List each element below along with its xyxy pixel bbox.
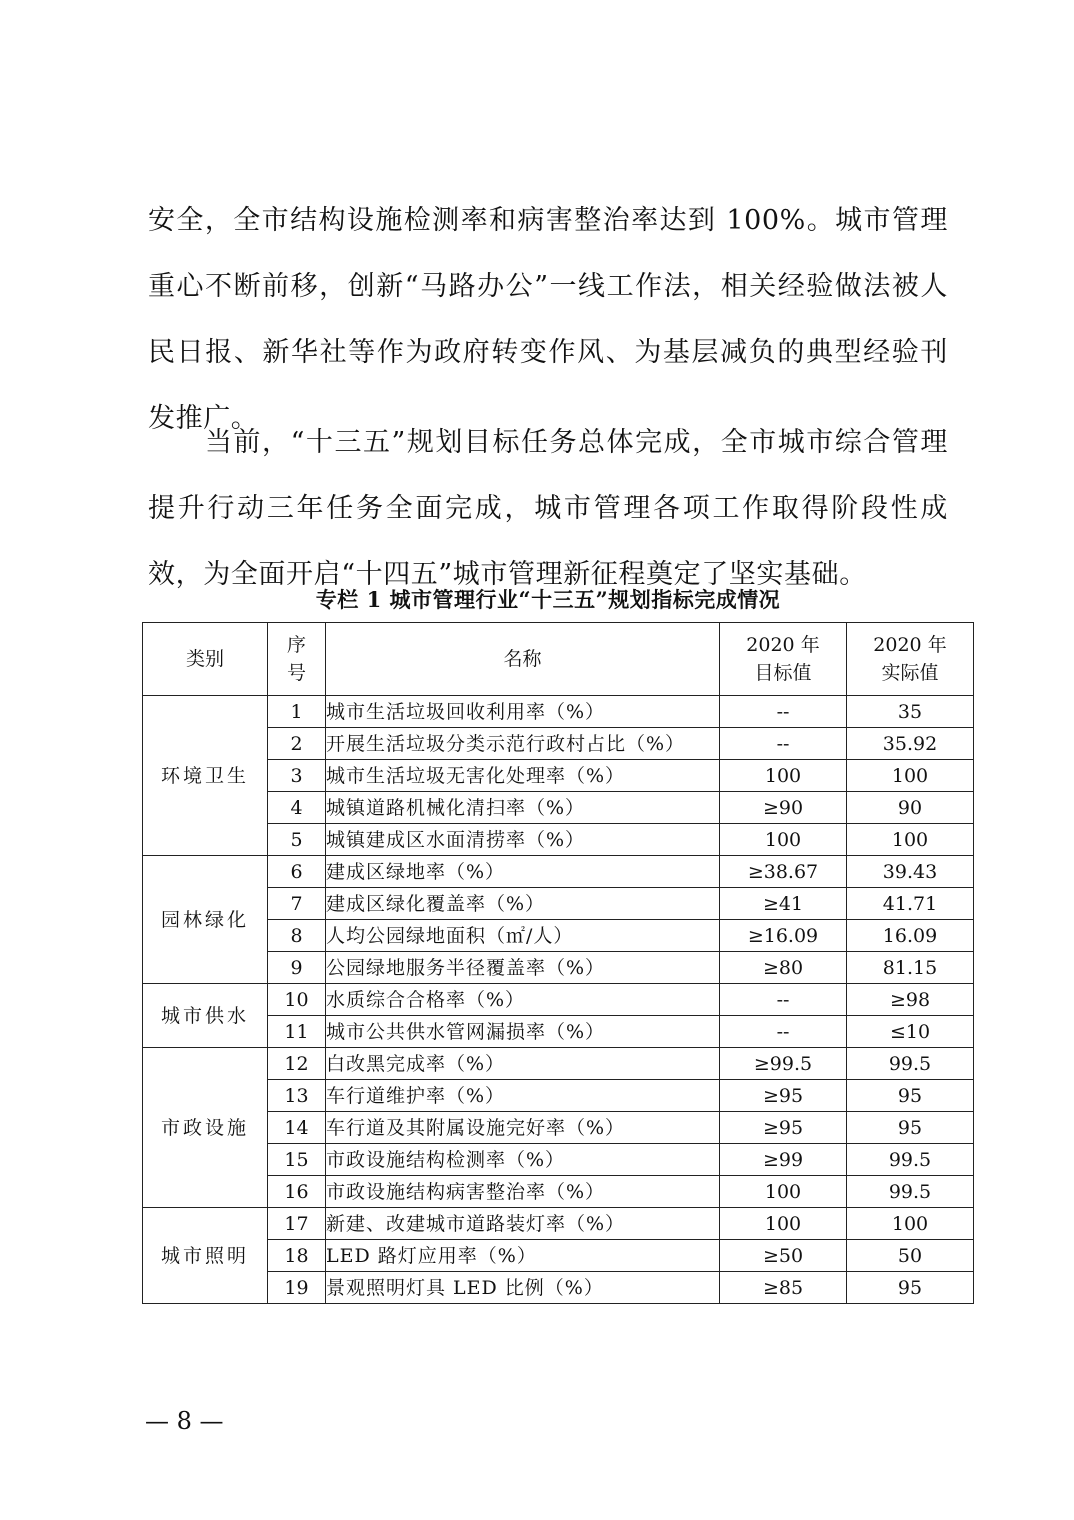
seq-cell: 12 <box>268 1048 326 1080</box>
name-cell: 新建、改建城市道路装灯率（%） <box>326 1208 720 1240</box>
target-cell: ≥99.5 <box>720 1048 847 1080</box>
table-row <box>143 696 974 728</box>
actual-cell: ≥98 <box>847 984 974 1016</box>
header-target: 2020 年 目标值 <box>720 623 847 696</box>
name-cell: 白改黑完成率（%） <box>326 1048 720 1080</box>
name-cell: 市政设施结构检测率（%） <box>326 1144 720 1176</box>
table-body <box>143 696 974 1304</box>
actual-cell: 99.5 <box>847 1144 974 1176</box>
seq-cell: 11 <box>268 1016 326 1048</box>
table-header-row <box>143 623 974 696</box>
name-cell: 城镇道路机械化清扫率（%） <box>326 792 720 824</box>
table-row <box>143 1048 974 1080</box>
table-row <box>143 1176 974 1208</box>
seq-cell: 9 <box>268 952 326 984</box>
actual-cell: 99.5 <box>847 1048 974 1080</box>
target-cell: 100 <box>720 1176 847 1208</box>
table-row <box>143 760 974 792</box>
target-cell: -- <box>720 728 847 760</box>
name-cell: 城市公共供水管网漏损率（%） <box>326 1016 720 1048</box>
name-cell: 景观照明灯具 LED 比例（%） <box>326 1272 720 1304</box>
table-row <box>143 1080 974 1112</box>
name-cell: 车行道维护率（%） <box>326 1080 720 1112</box>
name-cell: LED 路灯应用率（%） <box>326 1240 720 1272</box>
table-row <box>143 856 974 888</box>
table-row <box>143 824 974 856</box>
actual-cell: 35.92 <box>847 728 974 760</box>
table-row <box>143 1272 974 1304</box>
actual-cell: 16.09 <box>847 920 974 952</box>
name-cell: 人均公园绿地面积（㎡/人） <box>326 920 720 952</box>
seq-cell: 16 <box>268 1176 326 1208</box>
table-row <box>143 1144 974 1176</box>
seq-cell: 10 <box>268 984 326 1016</box>
seq-cell: 19 <box>268 1272 326 1304</box>
indicator-table <box>142 622 974 1304</box>
table-row <box>143 984 974 1016</box>
actual-cell: 95 <box>847 1272 974 1304</box>
table-row <box>143 792 974 824</box>
header-seq: 序 号 <box>268 623 326 696</box>
actual-cell: 100 <box>847 760 974 792</box>
table-row <box>143 952 974 984</box>
seq-cell: 3 <box>268 760 326 792</box>
actual-cell: 99.5 <box>847 1176 974 1208</box>
category-cell: 环境卫生 <box>143 696 268 856</box>
table-row <box>143 888 974 920</box>
seq-cell: 1 <box>268 696 326 728</box>
name-cell: 开展生活垃圾分类示范行政村占比（%） <box>326 728 720 760</box>
target-cell: ≥50 <box>720 1240 847 1272</box>
table-row <box>143 1112 974 1144</box>
body-paragraph: 当前，“十三五”规划目标任务总体完成，全市城市综合管理提升行动三年任务全面完成，城市管理各项工作取得阶段性成效，为全面开启“十四五”城市管理新征程奠定了坚实基础。 <box>148 427 948 590</box>
seq-cell: 13 <box>268 1080 326 1112</box>
name-cell: 建成区绿地率（%） <box>326 856 720 888</box>
name-cell: 城市生活垃圾回收利用率（%） <box>326 696 720 728</box>
seq-cell: 15 <box>268 1144 326 1176</box>
table-row <box>143 920 974 952</box>
category-cell: 城市供水 <box>143 984 268 1048</box>
target-cell: ≥80 <box>720 952 847 984</box>
target-cell: 100 <box>720 760 847 792</box>
table-row <box>143 1240 974 1272</box>
table-row <box>143 1016 974 1048</box>
seq-cell: 6 <box>268 856 326 888</box>
name-cell: 城镇建成区水面清捞率（%） <box>326 824 720 856</box>
header-actual: 2020 年 实际值 <box>847 623 974 696</box>
target-cell: 100 <box>720 1208 847 1240</box>
header-category: 类别 <box>143 623 268 696</box>
target-cell: ≥16.09 <box>720 920 847 952</box>
seq-cell: 5 <box>268 824 326 856</box>
category-cell: 市政设施 <box>143 1048 268 1208</box>
target-cell: -- <box>720 1016 847 1048</box>
seq-cell: 17 <box>268 1208 326 1240</box>
header-name: 名称 <box>326 623 720 696</box>
category-cell: 园林绿化 <box>143 856 268 984</box>
target-cell: -- <box>720 696 847 728</box>
actual-cell: 100 <box>847 1208 974 1240</box>
table-caption: 专栏 1 城市管理行业“十三五”规划指标完成情况 <box>315 587 781 612</box>
seq-cell: 2 <box>268 728 326 760</box>
seq-cell: 7 <box>268 888 326 920</box>
actual-cell: 81.15 <box>847 952 974 984</box>
actual-cell: 35 <box>847 696 974 728</box>
table-row <box>143 1208 974 1240</box>
body-paragraph: 安全，全市结构设施检测率和病害整治率达到 100%。城市管理重心不断前移，创新“马路办公”一线工作法，相关经验做法被人民日报、新华社等作为政府转变作风、为基层减负的典型经验刊发推广。 <box>148 205 948 434</box>
target-cell: ≥95 <box>720 1112 847 1144</box>
table-row <box>143 728 974 760</box>
actual-cell: 39.43 <box>847 856 974 888</box>
name-cell: 建成区绿化覆盖率（%） <box>326 888 720 920</box>
category-cell: 城市照明 <box>143 1208 268 1304</box>
seq-cell: 8 <box>268 920 326 952</box>
target-cell: ≥38.67 <box>720 856 847 888</box>
actual-cell: 90 <box>847 792 974 824</box>
seq-cell: 18 <box>268 1240 326 1272</box>
target-cell: ≥90 <box>720 792 847 824</box>
actual-cell: ≤10 <box>847 1016 974 1048</box>
seq-cell: 14 <box>268 1112 326 1144</box>
name-cell: 市政设施结构病害整治率（%） <box>326 1176 720 1208</box>
actual-cell: 100 <box>847 824 974 856</box>
name-cell: 城市生活垃圾无害化处理率（%） <box>326 760 720 792</box>
target-cell: 100 <box>720 824 847 856</box>
target-cell: ≥41 <box>720 888 847 920</box>
name-cell: 公园绿地服务半径覆盖率（%） <box>326 952 720 984</box>
target-cell: ≥99 <box>720 1144 847 1176</box>
actual-cell: 95 <box>847 1112 974 1144</box>
name-cell: 水质综合合格率（%） <box>326 984 720 1016</box>
seq-cell: 4 <box>268 792 326 824</box>
actual-cell: 50 <box>847 1240 974 1272</box>
actual-cell: 95 <box>847 1080 974 1112</box>
actual-cell: 41.71 <box>847 888 974 920</box>
target-cell: ≥85 <box>720 1272 847 1304</box>
target-cell: -- <box>720 984 847 1016</box>
name-cell: 车行道及其附属设施完好率（%） <box>326 1112 720 1144</box>
target-cell: ≥95 <box>720 1080 847 1112</box>
page-number: — 8 — <box>145 1407 224 1435</box>
